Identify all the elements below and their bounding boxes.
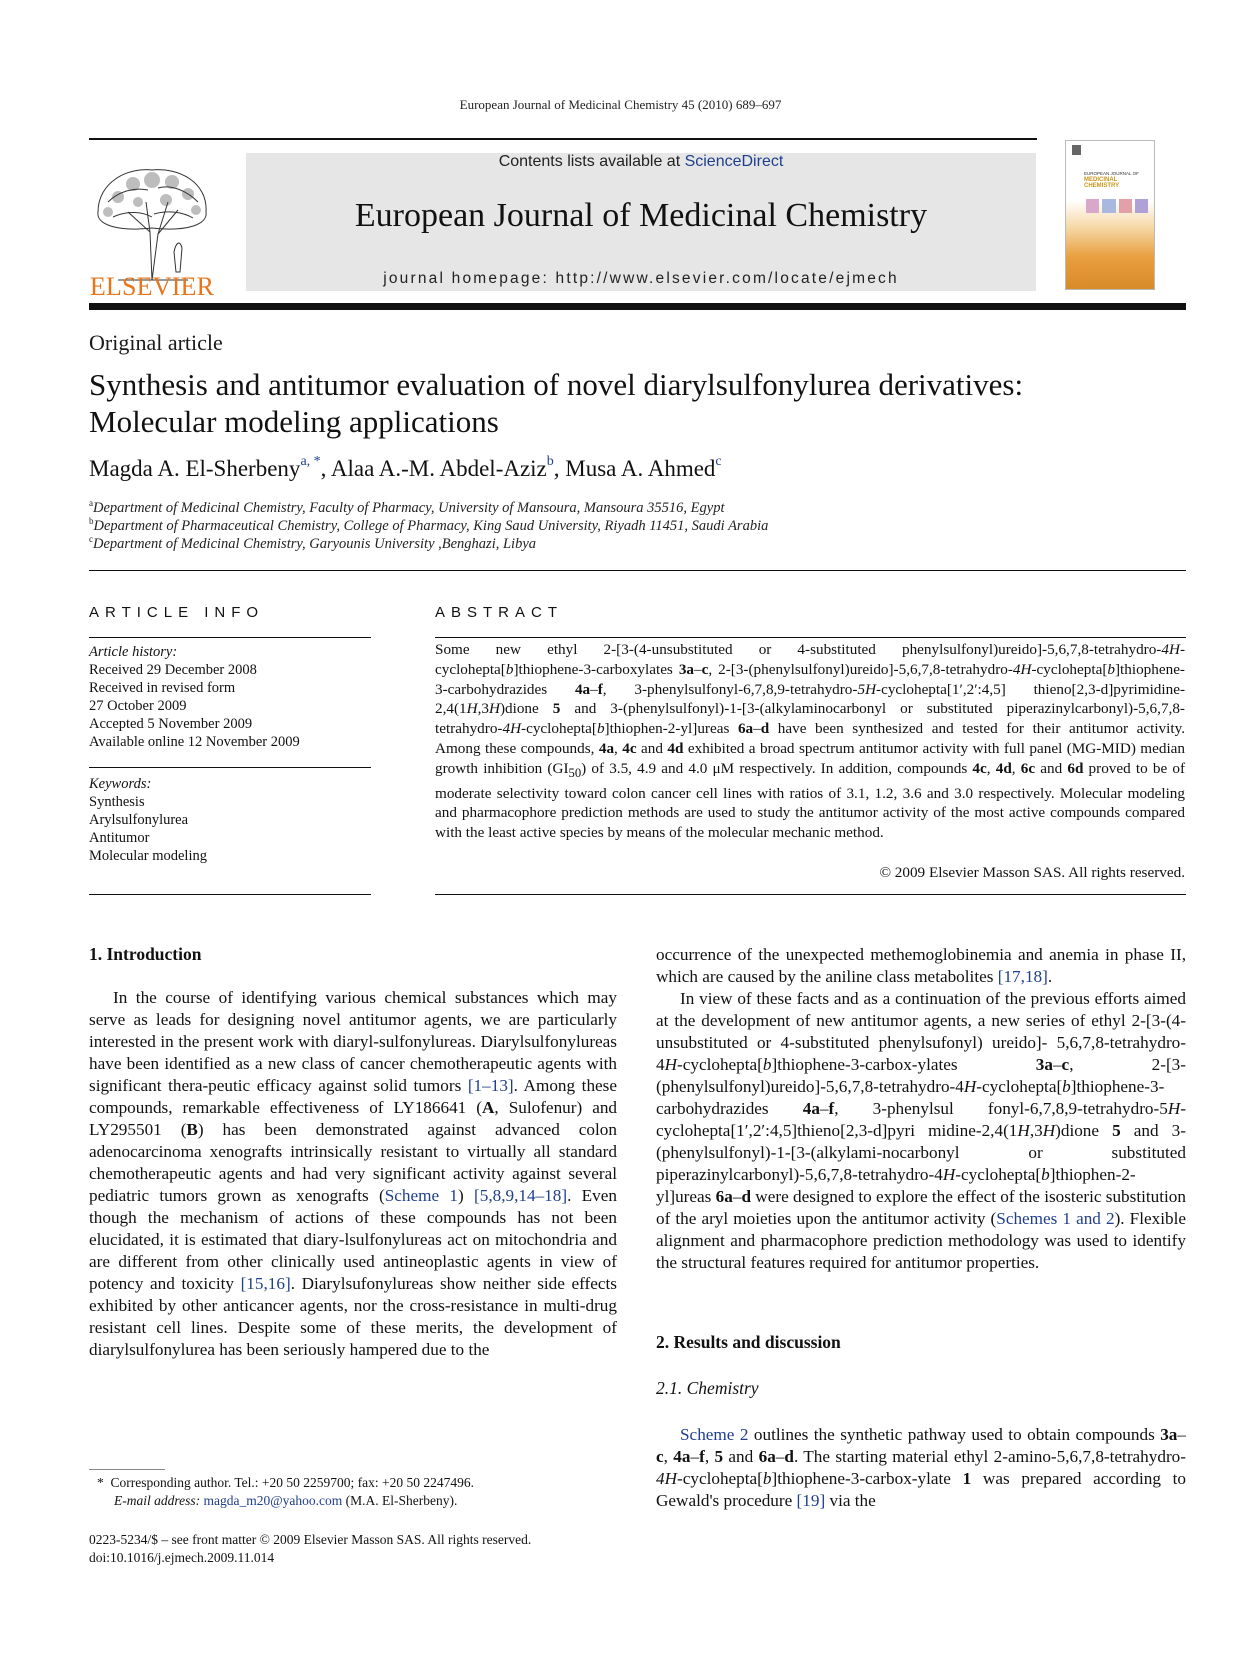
article-type: Original article <box>89 330 223 355</box>
cover-small-title: EUROPEAN JOURNAL OF <box>1084 171 1139 176</box>
corresponding-author-footnote: * Corresponding author. Tel.: +20 50 2259700; fax: +20 50 2247496. <box>97 1475 475 1490</box>
article-history <box>89 643 369 751</box>
cover-journal-title: MEDICINAL CHEMISTRY <box>1084 177 1120 189</box>
info-rule <box>89 767 371 768</box>
elsevier-wordmark: ELSEVIER <box>89 272 215 301</box>
history-label: Article history: <box>89 644 178 660</box>
affiliation-c: $^c$Department of Medicinal Chemistry, Garyounis University ,Benghazi, Libya <box>89 534 537 552</box>
sciencedirect-link[interactable]: ScienceDirect <box>684 153 784 170</box>
keyword: Molecular modeling <box>89 848 207 864</box>
article-info-heading: ARTICLE INFO <box>89 604 265 621</box>
title-line-2: Molecular modeling applications <box>89 404 499 439</box>
subsection-heading-chemistry: 2.1. Chemistry <box>656 1378 759 1398</box>
section-heading-introduction: 1. Introduction <box>89 944 202 964</box>
keyword: Antitumor <box>89 830 150 846</box>
affiliation-b: $^b$Department of Pharmaceutical Chemistry, College of Pharmacy, King Saud University, Riyadh 11451, Saudi Arabia <box>89 516 769 534</box>
section-heading-results: 2. Results and discussion <box>656 1332 841 1352</box>
contents-prefix: Contents lists available at <box>498 153 685 170</box>
abstract-heading: ABSTRACT <box>435 604 564 621</box>
journal-cover-thumbnail <box>1065 140 1155 290</box>
keyword: Synthesis <box>89 794 145 810</box>
footnote-rule <box>89 1469 165 1470</box>
intro-continuation: occurrence of the unexpected methemoglobinemia and anemia in phase II, which are caused by the aniline class metabolites [17,18]. In view of these facts and as a continuation of the previous efforts aimed at the development of new antitumor agents, a new series of ethyl 2-[3-(4-unsubstituted or 4-substituted phenylsufonyl) ureido]- 5,6,7,8-tetrahydro-4H-cyclohepta[b]thiophene-3-carbox-ylates 3a–c, 2-[3-(phenylsulfonyl)ureido]-5,6,7,8-tetrahydro-4H-cyclohepta[b]thiophene-3-carbohydrazides 4a–f, 3-phenylsul fonyl-6,7,8,9-tetrahydro-5H-cyclohepta[1′,2′:4,5]thieno[2,3-d]pyri midine-2,4(1H,3H)dione 5 and 3-(phenylsulfonyl)-1-[3-(alkylami-nocarbonyl or substituted piperazinylcarbonyl)-5,6,7,8-tetrahydro-4H-cyclohepta[b]thiophen-2-yl]ureas 6a–d were designed to explore the effect of the isosteric substitution of the aryl moieties upon the antitumor activity (Schemes 1 and 2). Flexible alignment and pharmacophore prediction methodology was used to identify the structural features required for antitumor properties. <box>656 945 1186 1272</box>
intro-paragraph: In the course of identifying various chemical substances which may serve as leads for designing novel antitumor agents, we are particularly interested in the present work with diaryl-sulfonylureas. Diarylsulfonylureas have been identified as a new class of cancer chemotherapeutic agents with significant thera-peutic efficacy against solid tumors [1–13]. Among these compounds, remarkable effectiveness of LY186641 (A, Sulofenur) and LY295501 (B) has been demonstrated against advanced colon adenocarcinoma xenografts intrinsically resistant to virtually all standard chemotherapeutic agents and had very significant activity against several pediatric tumors grown as xenografts (Scheme 1) [5,8,9,14–18]. Even though the mechanism of actions of these compounds has not been elucidated, it is estimated that diary-lsulfonylureas act on mitochondria and are different from other clinically used antineoplastic agents in view of potency and toxicity [15,16]. Diarylsufonylureas show neither side effects exhibited by other anticancer agents, nor the cross-resistance in multi-drug resistant cell lines. Despite some of these merits, the development of diarylsulfonylurea has been seriously hampered due to the <box>89 988 618 1359</box>
history-item: Accepted 5 November 2009 <box>89 716 253 732</box>
history-item: Received 29 December 2008 <box>89 662 257 678</box>
author-affil-marker[interactable]: a, * <box>300 454 321 469</box>
keywords-label: Keywords: <box>89 776 152 792</box>
author-name: , Alaa A.-M. Abdel-Aziz <box>320 456 547 481</box>
history-item: 27 October 2009 <box>89 698 187 714</box>
cover-graphic <box>1086 199 1148 213</box>
article-title <box>89 366 1189 440</box>
email-footnote: E-mail address: magda_m20@yahoo.com (M.A. El-Sherbeny). <box>114 1493 458 1508</box>
abstract-copyright: © 2009 Elsevier Masson SAS. All rights reserved. <box>879 864 1185 881</box>
title-line-1: Synthesis and antitumor evaluation of novel diarylsulfonylurea derivatives: <box>89 367 1024 402</box>
author-affil-marker[interactable]: b <box>546 454 554 469</box>
issn-line: 0223-5234/$ – see front matter © 2009 Elsevier Masson SAS. All rights reserved. <box>89 1532 532 1547</box>
journal-citation: European Journal of Medicinal Chemistry 45 (2010) 689–697 <box>459 97 782 112</box>
abstract-rule <box>435 894 1186 895</box>
doi-line[interactable]: doi:10.1016/j.ejmech.2009.11.014 <box>89 1550 275 1565</box>
affiliation-a: $^a$Department of Medicinal Chemistry, Faculty of Pharmacy, University of Mansoura, Mansoura 35516, Egypt <box>89 498 725 516</box>
abstract-rule <box>435 637 1186 638</box>
header-thick-rule <box>89 303 1186 310</box>
author-email-link[interactable]: magda_m20@yahoo.com <box>203 1493 343 1508</box>
title-divider <box>89 570 1186 571</box>
contents-availability <box>246 153 1036 171</box>
info-rule <box>89 637 371 638</box>
author-name: Magda A. El-Sherbeny <box>89 456 301 481</box>
chemistry-paragraph: Scheme 2 outlines the synthetic pathway used to obtain compounds 3a–c, 4a–f, 5 and 6a–d. The starting material ethyl 2-amino-5,6,7,8-tetrahydro-4H-cyclohepta[b]thiophene-3-carbox-ylate 1 was prepared according to Gewald's procedure [19] via the <box>656 1425 1186 1510</box>
history-item: Received in revised form <box>89 680 236 696</box>
header-top-rule <box>89 138 1037 140</box>
history-item: Available online 12 November 2009 <box>89 734 300 750</box>
journal-title: European Journal of Medicinal Chemistry <box>354 197 928 234</box>
keywords <box>89 775 369 865</box>
author-list <box>89 456 722 482</box>
abstract-text: Some new ethyl 2-[3-(4-unsubstituted or 4-substituted phenylsulfonyl)ureido]-5,6,7,8-tetrahydro-4H-cyclohepta[b]thiophene-3-carboxylates 3a–c, 2-[3-(phenylsulfonyl)ureido]-5,6,7,8-tetrahydro-4H-cyclohepta[b]thiophene-3-carbohydrazides 4a–f, 3-phenylsulfonyl-6,7,8,9-tetrahydro-5H-cyclohepta[1′,2′:4,5] thieno[2,3-d]pyrimidine-2,4(1H,3H)dione 5 and 3-(phenylsulfonyl)-1-[3-(alkylaminocarbonyl or substituted piperazinylcarbonyl)-5,6,7,8-tetrahydro-4H-cyclohepta[b]thiophen-2-yl]ureas 6a–d have been synthesized and tested for their antitumor activity. Among these compounds, 4a, 4c and 4d exhibited a broad spectrum antitumor activity with full panel (MG-MID) median growth inhibition $(GI_{50})$ of 3.5, 4.9 and 4.0 μM respectively. In addition, compounds 4c, 4d, 6c and 6d proved to be of moderate selectivity toward colon cancer cell lines with ratios of 3.1, 1.2, 3.6 and 3.0 respectively. Molecular modeling and pharmacophore prediction methods are used to study the antitumor activity of the most active compounds compared with the least active species by means of the molecular mechanic method. <box>435 641 1186 842</box>
info-rule <box>89 894 371 895</box>
keyword: Arylsulfonylurea <box>89 812 189 828</box>
cover-publisher-mark <box>1072 145 1081 155</box>
author-affil-marker[interactable]: c <box>715 454 722 469</box>
author-name: , Musa A. Ahmed <box>553 456 716 481</box>
journal-homepage[interactable]: journal homepage: http://www.elsevier.com/locate/ejmech <box>383 270 899 287</box>
